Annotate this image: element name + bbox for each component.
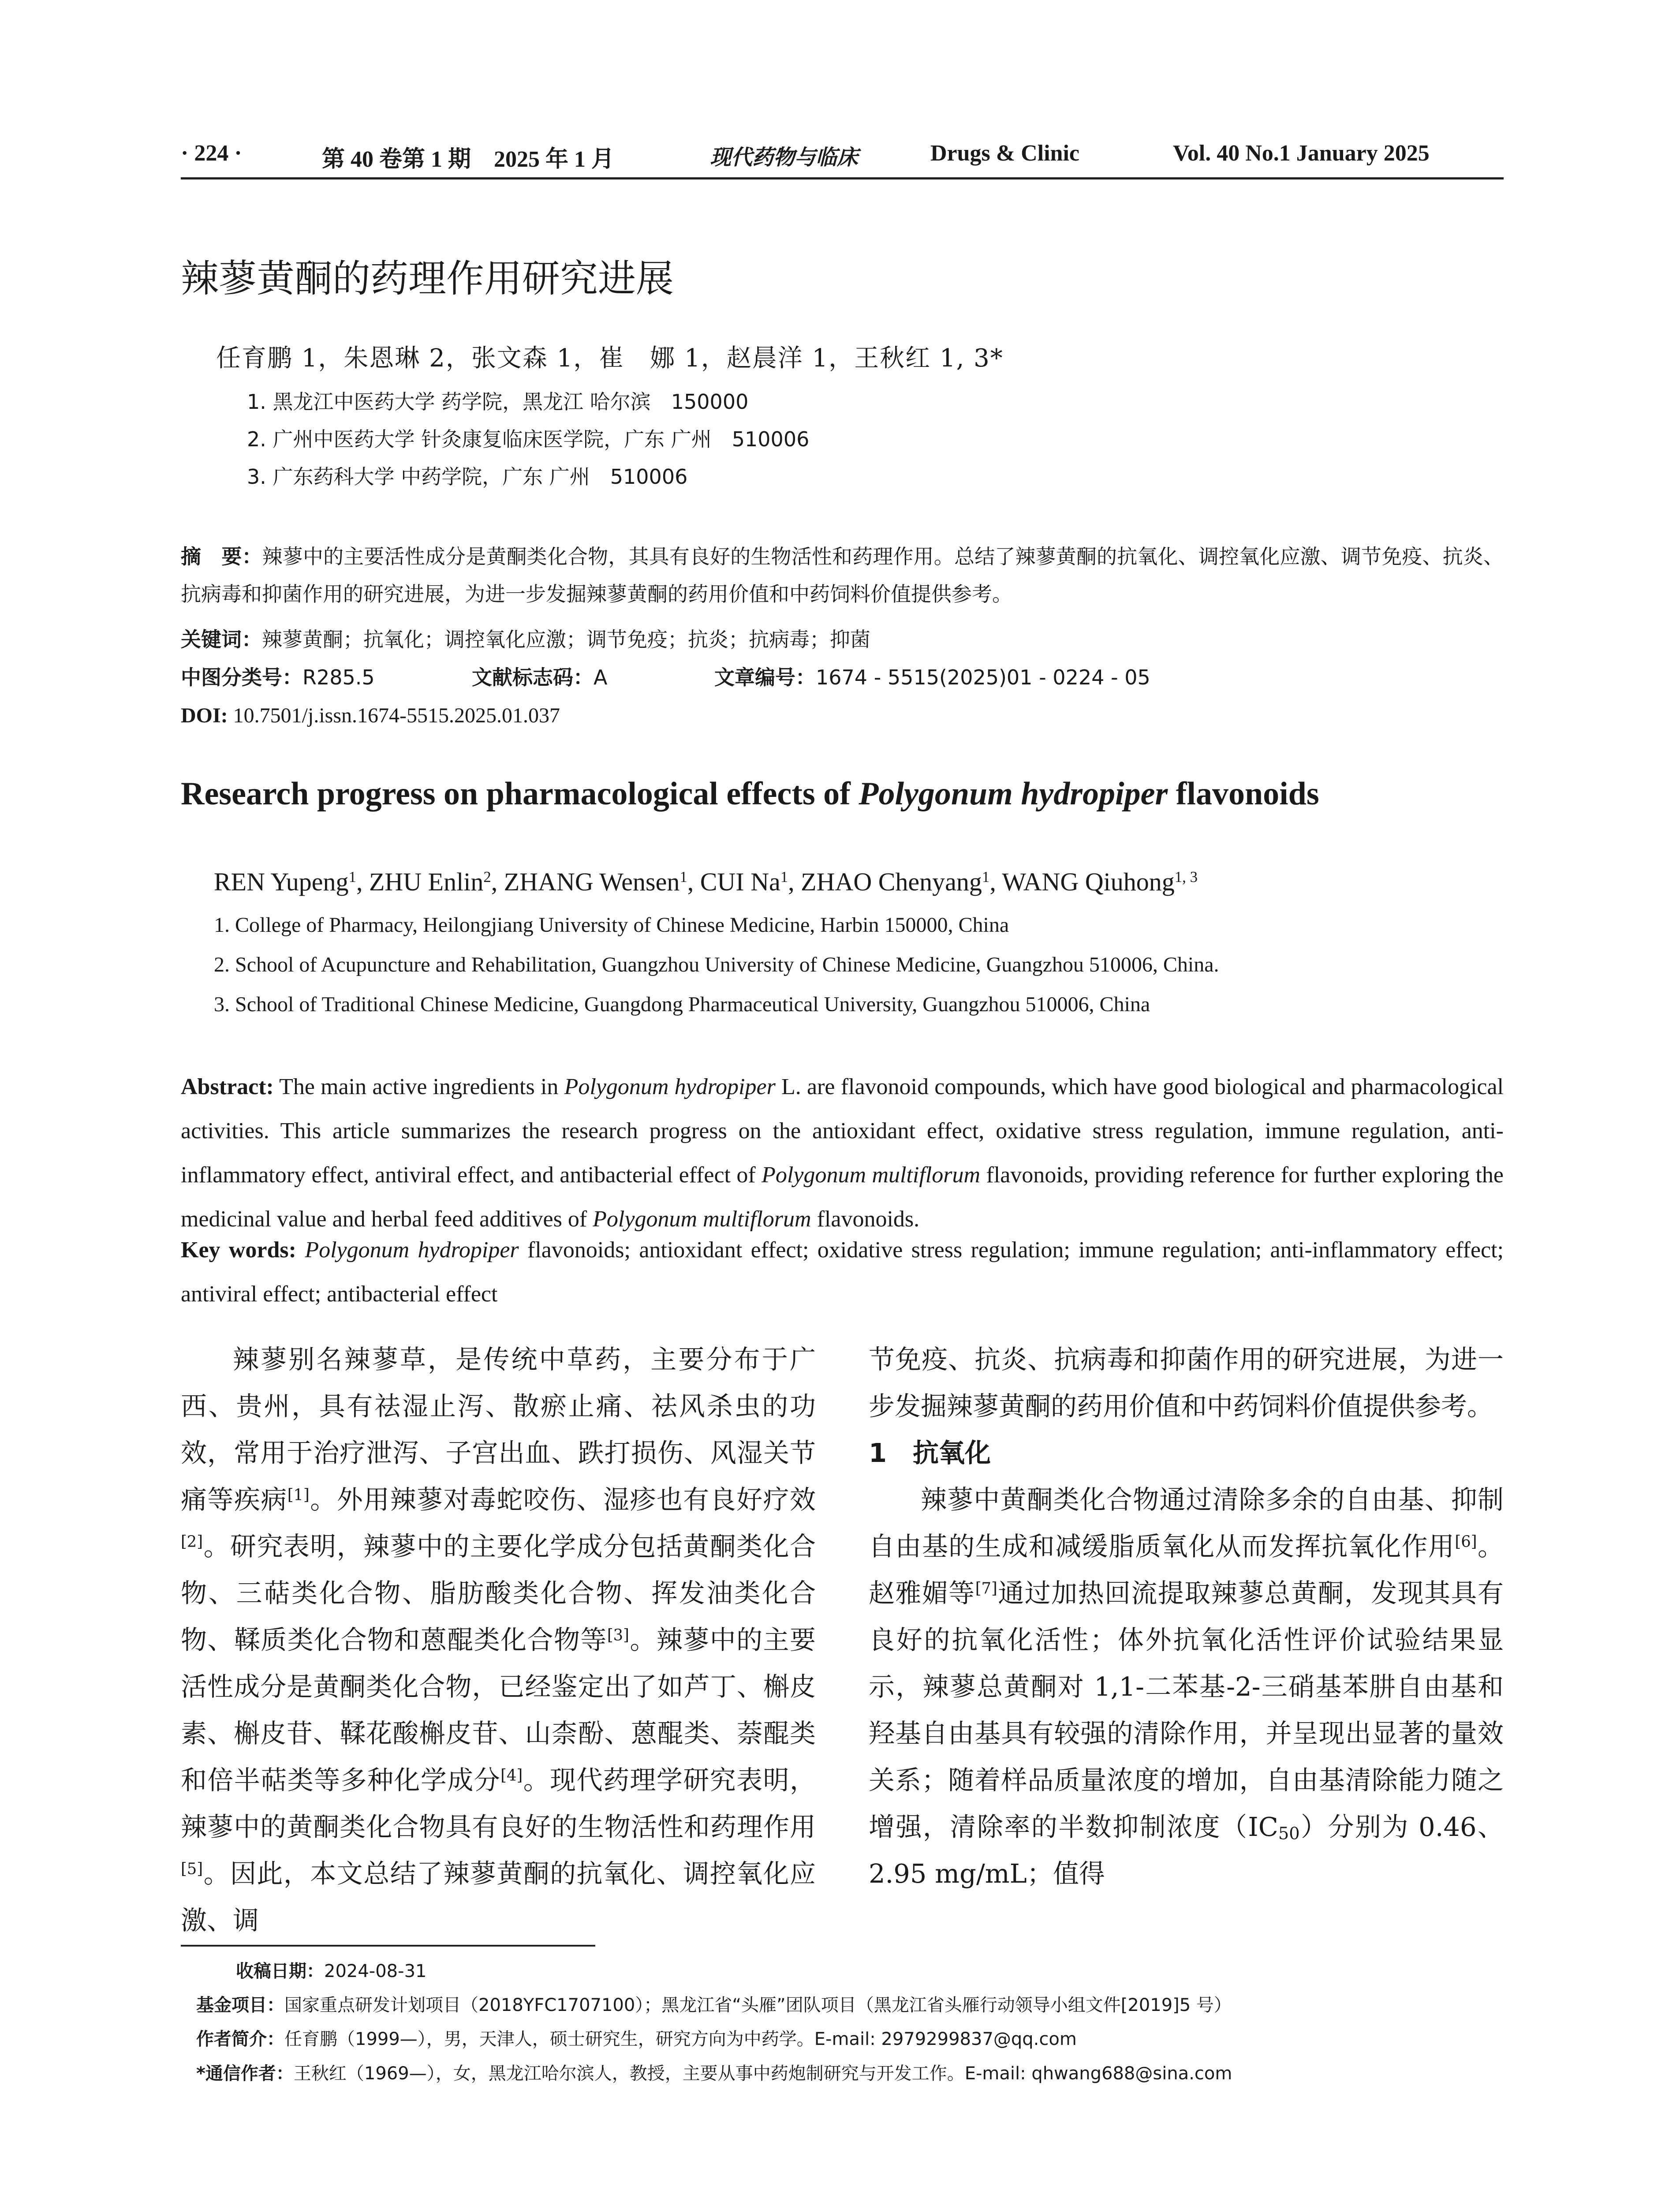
authors-cn: 任育鹏 1，朱恩琳 2，张文森 1，崔 娜 1，赵晨洋 1，王秋红 1, 3*: [216, 344, 1004, 373]
title-en-post: flavonoids: [1168, 776, 1319, 812]
subscript: 50: [1278, 1824, 1300, 1844]
author-bio-text: 任育鹏（1999—），男，天津人，硕士研究生，研究方向为中药学。E-mail: 2979299837@qq.com: [284, 2029, 1077, 2049]
affiliation-en-2: 2. School of Acupuncture and Rehabilitation, Guangzhou University of Chinese Medicine, Guangzhou 510006, China.: [214, 953, 1219, 976]
abstract-en-text: The main active ingredients in: [273, 1074, 564, 1099]
affiliation-en-3: 3. School of Traditional Chinese Medicine, Guangdong Pharmaceutical University, Guangzhou 510006, China: [214, 993, 1150, 1016]
abstract-en-species: Polygonum multiflorum: [762, 1162, 981, 1188]
keywords-en: [181, 1228, 1504, 1316]
article-number-label: 文章编号：: [714, 665, 816, 689]
abstract-en-species: Polygonum multiflorum: [593, 1207, 811, 1232]
footnote-rule: [181, 1945, 595, 1947]
citation-ref[interactable]: [5]: [181, 1860, 203, 1878]
doi-line: [181, 697, 1504, 734]
affiliation-cn-2: 2. 广州中医药大学 针灸康复临床医学院，广东 广州 510006: [247, 427, 810, 451]
keywords-en-species: Polygonum hydropiper: [296, 1237, 519, 1263]
authors-en: REN Yupeng$^1$, ZHU Enlin$^2$, ZHANG Wensen$^1$, CUI Na$^1$, ZHAO Chenyang$^1$, WANG Qiuhong$^{1, 3}$: [214, 867, 1198, 896]
abstract-en-text: flavonoids, providing reference for further exploring the medicinal value and herbal feed additives of: [181, 1162, 1504, 1232]
corresponding-text: 王秋红（1969—），女，黑龙江哈尔滨人，教授，主要从事中药炮制研究与开发工作。E-mail: qhwang688@sina.com: [293, 2063, 1232, 2084]
abstract-cn-text: 辣蓼中的主要活性成分是黄酮类化合物，其具有良好的生物活性和药理作用。总结了辣蓼黄酮的抗氧化、调控氧化应激、调节免疫、抗炎、抗病毒和抑菌作用的研究进展，为进一步发掘辣蓼黄酮的药用价值和中药饲料价值提供参考。: [181, 545, 1504, 606]
body-text: 辣蓼中黄酮类化合物通过清除多余的自由基、抑制自由基的生成和减缓脂质氧化从而发挥抗氧化作用: [869, 1484, 1504, 1562]
body-column-left: [181, 1336, 816, 1944]
journal-name-en: Drugs & Clinic: [930, 141, 1079, 166]
body-text: 。外用辣蓼对毒蛇咬伤、湿疹也有良好疗效: [309, 1484, 816, 1515]
doc-code-label: 文献标志码：: [472, 665, 594, 689]
footnote-fund: [196, 1991, 1232, 2016]
clc-label: 中图分类号：: [181, 665, 302, 689]
keywords-en-text: flavonoids; antioxidant effect; oxidative stress regulation; immune regulation; anti-inflammatory effect; antiviral effect; antibacterial effect: [181, 1237, 1504, 1307]
doi-value: 10.7501/j.issn.1674-5515.2025.01.037: [233, 704, 560, 727]
journal-name-cn: 现代药物与临床: [710, 145, 859, 170]
abstract-en-text: L. are flavonoid compounds, which have good biological and pharmacological activities. This article summarizes the research progress on the antioxidant effect, oxidative stress regulation, immune regulation, anti-inflammatory effect, antiviral effect, and antibacterial effect of: [181, 1074, 1504, 1188]
received-date: 2024-08-31: [324, 1961, 427, 1981]
keywords-cn-text: 辣蓼黄酮；抗氧化；调控氧化应激；调节免疫；抗炎；抗病毒；抑菌: [262, 628, 870, 651]
footnote-received: [236, 1957, 426, 1982]
issue-en: Vol. 40 No.1 January 2025: [1173, 141, 1430, 166]
fund-text: 国家重点研发计划项目（2018YFC1707100）；黑龙江省“头雁”团队项目（黑龙江省头雁行动领导小组文件[2019]5 号）: [284, 1995, 1232, 2015]
citation-ref[interactable]: [4]: [500, 1766, 523, 1785]
issue-cn: 第 40 卷第 1 期 2025 年 1 月: [322, 147, 615, 172]
footnote-author: [196, 2025, 1077, 2050]
citation-ref[interactable]: [1]: [287, 1486, 310, 1504]
body-paragraph: [869, 1476, 1504, 1897]
article-number-value: 1674 - 5515(2025)01 - 0224 - 05: [816, 665, 1150, 689]
article-title-en: [181, 775, 1319, 813]
body-text: 。因此，本文总结了辣蓼黄酮的抗氧化、调控氧化应激、调: [181, 1858, 816, 1936]
keywords-cn-label: 关键词：: [181, 628, 262, 651]
classification-line: [181, 659, 1504, 696]
doi-label: DOI:: [181, 704, 228, 727]
body-column-right: [869, 1336, 1504, 1897]
abstract-cn-label: 摘 要：: [181, 545, 262, 568]
body-text: 辣蓼别名辣蓼草，是传统中草药，主要分布于广西、贵州，具有祛湿止泻、散瘀止痛、祛风杀虫的功效，常用于治疗泄泻、子宫出血、跌打损伤、风湿关节痛等疾病: [181, 1344, 816, 1515]
article-title-cn: 辣蓼黄酮的药理作用研究进展: [181, 257, 674, 301]
citation-ref[interactable]: [3]: [607, 1626, 629, 1644]
received-label: 收稿日期：: [236, 1961, 324, 1981]
running-head: [181, 140, 1504, 176]
fund-label: 基金项目：: [196, 1995, 284, 2015]
body-text: 。赵雅媚等: [869, 1531, 1504, 1608]
citation-ref[interactable]: [7]: [975, 1579, 997, 1598]
body-text: 。辣蓼中的主要活性成分是黄酮类化合物，已经鉴定出了如芦丁、槲皮素、槲皮苷、鞣花酸槲皮苷、山柰酚、蒽醌类、萘醌类和倍半萜类等多种化学成分: [181, 1625, 816, 1795]
author-bio-label: 作者简介：: [196, 2029, 284, 2049]
keywords-en-label: Key words:: [181, 1237, 296, 1263]
keywords-cn: [181, 621, 1504, 658]
title-en-species: Polygonum hydropiper: [859, 776, 1168, 812]
clc-value: R285.5: [302, 665, 375, 689]
doc-code-value: A: [594, 665, 608, 689]
header-rule: [181, 177, 1504, 179]
abstract-cn: [181, 538, 1504, 613]
title-en-pre: Research progress on pharmacological effects of: [181, 776, 859, 812]
affiliation-en-1: 1. College of Pharmacy, Heilongjiang University of Chinese Medicine, Harbin 150000, China: [214, 913, 1009, 937]
abstract-en-label: Abstract:: [181, 1074, 274, 1099]
body-text: 通过加热回流提取辣蓼总黄酮，发现其具有良好的抗氧化活性；体外抗氧化活性评价试验结果显示，辣蓼总黄酮对 1,1-二苯基-2-三硝基苯肼自由基和羟基自由基具有较强的清除作用，并呈现出显著的量效关系；随着样品质量浓度的增加，自由基清除能力随之增强，清除率的半数抑制浓度（IC: [869, 1578, 1504, 1842]
footnote-corresponding: [196, 2059, 1232, 2085]
abstract-en: [181, 1065, 1504, 1241]
body-paragraph: 节免疫、抗炎、抗病毒和抑菌作用的研究进展，为进一步发掘辣蓼黄酮的药用价值和中药饲料价值提供参考。: [869, 1344, 1504, 1421]
body-text: ）分别为 0.46、2.95 mg/mL；值得: [869, 1812, 1504, 1889]
abstract-en-species: Polygonum hydropiper: [564, 1074, 776, 1099]
abstract-en-text: flavonoids.: [811, 1207, 920, 1232]
corresponding-label: *通信作者：: [196, 2063, 294, 2084]
citation-ref[interactable]: [6]: [1455, 1532, 1477, 1551]
affiliation-cn-1: 1. 黑龙江中医药大学 药学院，黑龙江 哈尔滨 150000: [247, 390, 749, 414]
body-text: 。现代药理学研究表明，辣蓼中的黄酮类化合物具有良好的生物活性和药理作用: [181, 1765, 816, 1842]
section-heading-1: 1 抗氧化: [869, 1438, 991, 1468]
body-text: 。研究表明，辣蓼中的主要化学成分包括黄酮类化合物、三萜类化合物、脂肪酸类化合物、挥发油类化合物、鞣质类化合物和蒽醌类化合物等: [181, 1531, 816, 1655]
page-number: · 224 ·: [181, 141, 242, 166]
affiliation-cn-3: 3. 广东药科大学 中药学院，广东 广州 510006: [247, 465, 688, 489]
citation-ref[interactable]: [2]: [181, 1532, 203, 1551]
